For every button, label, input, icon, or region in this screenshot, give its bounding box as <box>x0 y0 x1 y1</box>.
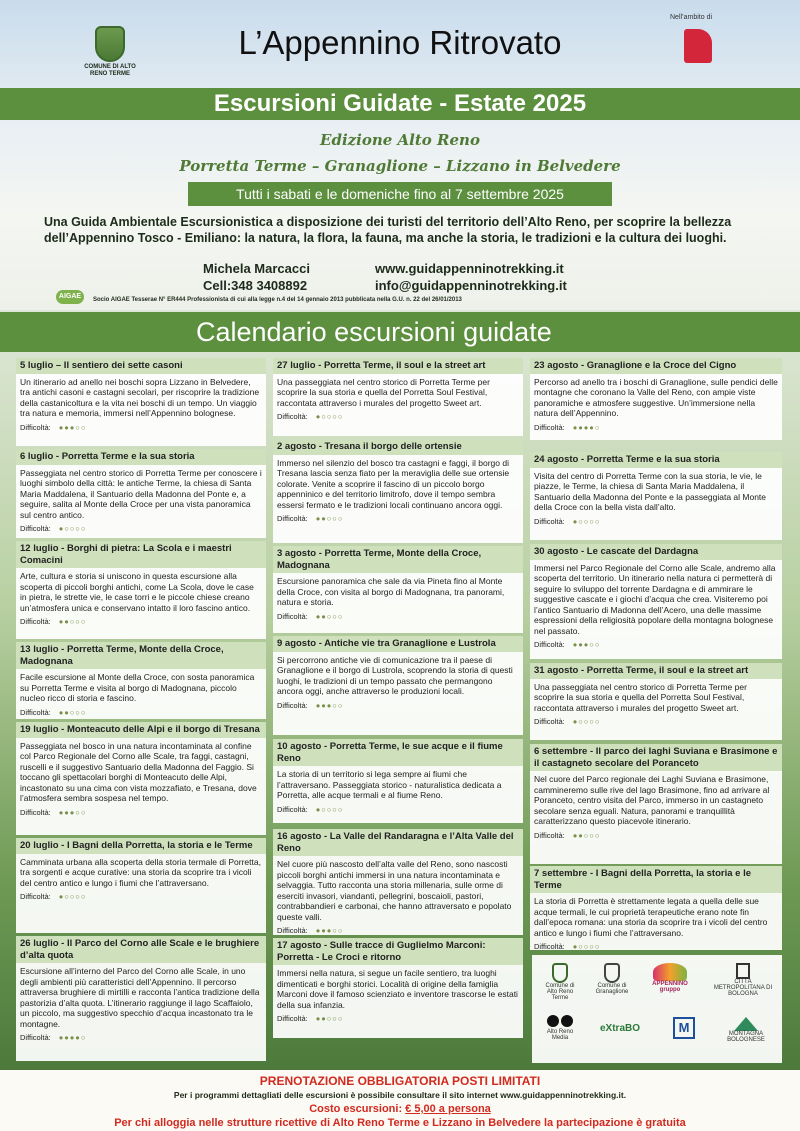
sponsor-8 <box>716 1017 776 1043</box>
contact-name: Michela Marcacci <box>203 261 310 276</box>
edition-label: Edizione Alto Reno <box>320 131 480 149</box>
difficulty-rating-icon: ●●●○○ <box>58 807 87 817</box>
excursion-difficulty <box>273 410 523 425</box>
excursion-difficulty <box>273 1012 523 1027</box>
difficulty-label: Difficoltà: <box>277 1014 308 1023</box>
difficulty-rating-icon: ●○○○○ <box>572 516 601 526</box>
excursion-difficulty <box>530 638 782 653</box>
difficulty-label: Difficoltà: <box>20 707 51 717</box>
excursion-difficulty <box>16 806 266 821</box>
sponsor-2 <box>592 963 632 995</box>
excursion-difficulty <box>273 803 523 818</box>
excursion-title: 23 agosto - Granaglione e la Croce del Cigno <box>530 358 782 374</box>
sponsor-1 <box>540 963 580 1001</box>
m-logo: M <box>673 1017 695 1039</box>
excursion-title: 20 luglio - I Bagni della Porretta, la storia e le Terme <box>16 838 266 854</box>
dots-logo <box>545 1015 575 1029</box>
nell-ambito-logo <box>670 14 740 63</box>
difficulty-rating-icon: ●○○○○ <box>572 942 601 951</box>
excursion-difficulty <box>16 421 266 436</box>
excursion-description: La storia di Porretta è strettamente legata a quella delle sue acque termali, le cui proprietà terapeutiche erano note fin dall’epoca romana: una storia da scoprire tra i vicoli del centro antico e lungo i fiumi che l’attraversano. <box>534 896 768 938</box>
excursion-title: 24 agosto - Porretta Terme e la sua storia <box>530 452 782 468</box>
excursion-title: 3 agosto - Porretta Terme, Monte della Croce, Madognana <box>273 546 523 573</box>
difficulty-label: Difficoltà: <box>20 617 51 626</box>
difficulty-rating-icon: ●○○○○ <box>315 412 344 421</box>
difficulty-label: Difficoltà: <box>534 422 565 432</box>
page-title: L’Appennino Ritrovato <box>238 24 562 61</box>
excursion-card <box>16 936 266 1061</box>
excursion-title: 16 agosto - La Valle del Randaragna e l’Alta Valle del Reno <box>273 829 523 856</box>
excursion-description: Arte, cultura e storia si uniscono in questa escursione alla scoperta di piccoli borghi antichi, come La Scola, dove le case in pietra, le strette vie, le case torri e le piccole chiese creano un’atmosfera unica e conservano intatto il loro fascino antico. <box>20 571 254 613</box>
difficulty-rating-icon: ●●○○○ <box>572 830 601 840</box>
excursion-title: 27 luglio - Porretta Terme, il soul e la street art <box>273 358 523 374</box>
towns-label: Porretta Terme – Granaglione – Lizzano in Belvedere <box>179 157 621 175</box>
excursion-title: 13 luglio - Porretta Terme, Monte della Croce, Madognana <box>16 642 266 669</box>
excursion-difficulty <box>273 610 523 625</box>
contact-email[interactable]: info@guidappenninotrekking.it <box>375 278 567 293</box>
difficulty-rating-icon: ●●●○○ <box>58 422 87 432</box>
comune-label: COMUNE DI ALTO RENO TERME <box>84 64 136 77</box>
excursion-description: Passeggiata nel bosco in una natura incontaminata al confine col Parco Regionale del Corno alle Scale, tra faggi, castagni, ruscelli e il suggestivo Santuario della Madonna del Faggio. Si toccano gli spettacolari borghi di Monteacuto delle Alpi, incastonato su una cima con vista mozzafiato, e Tresana, dove l’atmosfera sembra sospesa nel tempo. <box>20 740 257 803</box>
sponsor-name: Comune di Granaglione <box>595 983 629 995</box>
excursion-title: 31 agosto - Porretta Terme, il soul e la street art <box>530 663 782 679</box>
excursion-card <box>273 739 523 823</box>
excursion-title: 17 agosto - Sulle tracce di Guglielmo Marconi: Porretta - Le Croci e ritorno <box>273 938 523 965</box>
difficulty-label: Difficoltà: <box>534 942 565 951</box>
season-banner: Escursioni Guidate - Estate 2025 <box>0 88 800 120</box>
difficulty-rating-icon: ●●○○○ <box>58 707 87 717</box>
excursion-card <box>16 358 266 446</box>
excursion-description: Immersi nella natura, si segue un facile sentiero, tra luoghi dimenticati e borghi storici. Località di origine della famiglia Marconi dove il famoso scienziato e inventore trascorse le estati della sua infanzia. <box>277 968 518 1010</box>
cost-value: € 5,00 a persona <box>405 1103 491 1115</box>
difficulty-label: Difficoltà: <box>20 422 51 432</box>
excursion-description: Si percorrono antiche vie di comunicazione tra il paese di Granaglione e il borgo di Lustrola, scoprendo la storia di questi luoghi, le tradizioni di un tempo passato che permangono ancora oggi, anche attraverso le produzioni locali. <box>277 654 513 696</box>
cost-label: Costo escursioni: <box>309 1103 406 1115</box>
excursion-description: Escursione panoramica che sale da via Pineta fino al Monte della Croce, con visita al borgo di Madognana, tra panorami, natura e storia. <box>277 576 505 607</box>
sponsor-logos <box>532 955 782 1063</box>
aigae-logo: AIGAE <box>56 290 84 304</box>
sponsor-name: APPENNINO gruppo <box>652 981 688 993</box>
excursion-difficulty <box>16 615 266 630</box>
excursion-title: 26 luglio - Il Parco del Corno alle Scale e le brughiere d’alta quota <box>16 936 266 963</box>
excursion-description: Una passeggiata nel centro storico di Porretta Terme per scoprire la sua storia e quella del Porretta Soul Festival, raccontata attraverso i murales del progetto Sweet art. <box>534 681 747 713</box>
difficulty-label: Difficoltà: <box>277 926 308 935</box>
excursion-title: 5 luglio – Il sentiero dei sette casoni <box>16 358 266 374</box>
difficulty-rating-icon: ●○○○○ <box>58 524 87 533</box>
excursion-difficulty <box>530 829 782 844</box>
excursion-description: Immerso nel silenzio del bosco tra castagni e faggi, il borgo di Tresana lascia senza fiato per la meraviglia delle sue ortensie colorate. Venite a scoprire il fascino di un piccolo borgo appenninico e del territorio limitrofo, dove il tempo sembra essersi fermato e le tradizioni locali continuano ancora oggi. <box>277 457 510 510</box>
excursion-card <box>530 663 782 740</box>
excursion-card <box>530 358 782 440</box>
difficulty-rating-icon: ●●●○○ <box>315 700 344 710</box>
excursion-card <box>530 866 782 950</box>
difficulty-label: Difficoltà: <box>277 611 308 621</box>
excursion-card <box>16 541 266 639</box>
difficulty-rating-icon: ●○○○○ <box>572 717 601 726</box>
sponsor-name: Alto Reno Media <box>546 1029 574 1041</box>
excursion-description: Nel cuore del Parco regionale dei Laghi Suviana e Brasimone, cammineremo sulle rive del lago Brasimone, fino ad arrivare al Poranceto, centro visita del Parco, immerso in un castagneto secolare senza eguali. Natura, panorami e tranquillità caratterizzano questo piacevole itinerario. <box>534 774 770 826</box>
excursion-difficulty <box>16 522 266 537</box>
excursion-difficulty <box>273 512 523 527</box>
sponsor-4 <box>712 963 774 997</box>
difficulty-label: Difficoltà: <box>534 640 565 649</box>
excursion-card <box>273 358 523 436</box>
excursion-difficulty <box>273 699 523 714</box>
booking-notice: PRENOTAZIONE OBBLIGATORIA POSTI LIMITATI <box>259 1074 541 1088</box>
excursion-difficulty <box>16 890 266 905</box>
excursion-card <box>273 938 523 1038</box>
free-participation-notice: Per chi alloggia nelle strutture ricettive di Alto Reno Terme e Lizzano in Belvedere la partecipazione è gratuita <box>114 1117 686 1129</box>
excursion-card <box>530 452 782 540</box>
difficulty-rating-icon: ●●●●○ <box>58 1033 87 1042</box>
nell-ambito-label: Nell’ambito di <box>670 14 713 21</box>
excursion-card <box>530 544 782 659</box>
sponsor-7 <box>670 1017 698 1039</box>
excursion-title: 9 agosto - Antiche vie tra Granaglione e Lustrola <box>273 636 523 652</box>
difficulty-label: Difficoltà: <box>277 700 308 710</box>
excursion-card <box>273 439 523 543</box>
excursion-description: Escursione all’interno del Parco del Corno alle Scale, in uno degli ambienti più caratteristici dell’Appennino. Il percorso attraversa brughiere di mirtilli e racconta l’antica tradizione della pastorizia d’alta quota. L’itinerario raggiunge il lago Scaffaiolo, un piccolo, ma suggestivo specchio d’acqua incastonato tra le montagne. <box>20 966 260 1029</box>
excursion-description: Percorso ad anello tra i boschi di Granaglione, sulle pendici delle montagne che coronano la Valle del Reno, con ampie viste panoramiche e atmosfere suggestive. Un’immersione nella natura dell’Appennino. <box>534 376 778 418</box>
excursion-difficulty <box>530 515 782 530</box>
excursion-difficulty <box>530 940 782 955</box>
excursion-title: 2 agosto - Tresana il borgo delle ortensie <box>273 439 523 455</box>
excursion-description: La storia di un territorio si lega sempre ai fiumi che l’attraversano. Passeggiata storico - naturalistica dedicata a Porretta, alle acque termali e al fiume Reno. <box>277 769 502 800</box>
calendar-title: Calendario escursioni guidate <box>0 312 800 352</box>
difficulty-rating-icon: ●○○○○ <box>315 804 344 814</box>
excursion-difficulty <box>530 421 782 436</box>
difficulty-rating-icon: ●●●●○ <box>572 422 601 432</box>
difficulty-label: Difficoltà: <box>20 807 51 817</box>
difficulty-rating-icon: ●●○○○ <box>315 611 344 621</box>
difficulty-label: Difficoltà: <box>20 524 51 533</box>
contact-web <box>375 260 567 294</box>
socio-text: Socio AIGAE Tesserae N° ER444 Professionista di cui alla legge n.4 del 14 gennaio 2013 pubblicata nella G.U. n. 22 del 26/01/2013 <box>93 297 462 303</box>
contact-phone: Cell:348 3408892 <box>203 278 308 293</box>
difficulty-label: Difficoltà: <box>20 892 51 901</box>
excursion-card <box>16 449 266 538</box>
excursion-card <box>273 546 523 633</box>
excursion-description: Camminata urbana alla scoperta della storia termale di Porretta, tra sorgenti e acque curative: una storia da scoprire tra i vicoli del centro antico e lungo i fiumi che l’attraversano. <box>20 856 261 888</box>
sponsor-3 <box>644 963 696 993</box>
excursion-card <box>16 838 266 933</box>
metro-logo <box>736 963 750 979</box>
mountain-logo <box>734 1017 758 1031</box>
difficulty-rating-icon: ●●●○○ <box>572 640 601 649</box>
excursion-title: 12 luglio - Borghi di pietra: La Scola e i maestri Comacini <box>16 541 266 568</box>
excursion-card <box>273 636 523 735</box>
difficulty-rating-icon: ●●○○○ <box>315 514 344 523</box>
difficulty-label: Difficoltà: <box>534 830 565 840</box>
excursion-description: Passeggiata nel centro storico di Porretta Terme per conoscere i luoghi simbolo della città: le antiche Terme, la chiesa di Santa Maria Maddalena, il Santuario della Madonna del Ponte e, a seguire, salita al Monte della Croce per una vista panoramica sul centro antico. <box>20 467 262 520</box>
difficulty-rating-icon: ●●○○○ <box>315 1014 344 1023</box>
excursion-difficulty <box>16 1031 266 1046</box>
excursion-title: 6 settembre - Il parco dei laghi Suviana e Brasimone e il castagneto secolare del Poranceto <box>530 744 782 771</box>
difficulty-rating-icon: ●●○○○ <box>58 617 87 626</box>
excursion-card <box>16 642 266 719</box>
excursion-title: 10 agosto - Porretta Terme, le sue acque e il fiume Reno <box>273 739 523 766</box>
dates-bar: Tutti i sabati e le domeniche fino al 7 settembre 2025 <box>188 182 612 206</box>
excursion-card <box>530 744 782 864</box>
difficulty-label: Difficoltà: <box>277 412 308 421</box>
excursion-title: 7 settembre - I Bagni della Porretta, la storia e le Terme <box>530 866 782 893</box>
extrabo-logo: eXtraBO <box>599 1023 640 1034</box>
intro-text: Una Guida Ambientale Escursionistica a disposizione dei turisti del territorio dell’Alto Reno, per scoprire la bellezza dell’Appennino Tosco - Emiliano: la natura, la flora, la fauna, ma anche la storia, le tradizioni e la cultura dei luoghi. <box>44 215 732 245</box>
footer <box>0 1070 800 1131</box>
excursion-description: Una passeggiata nel centro storico di Porretta Terme per scoprire la sua storia e quella del Porretta Soul Festival, raccontata attraverso i murales del progetto Sweet art. <box>277 376 490 408</box>
excursion-description: Nel cuore più nascosto dell’alta valle del Reno, sono nascosti piccoli borghi antichi immersi in una natura incontaminata e selvaggia. Tutto racconta una storia millenaria, sulle orme di eserciti invasori, viandanti, pellegrini, boscaioli, pastori, contrabbandieri e carbonai, che hanno attraversato e popolato queste valli. <box>277 859 512 922</box>
difficulty-label: Difficoltà: <box>277 514 308 523</box>
excursion-title: 6 luglio - Porretta Terme e la sua storia <box>16 449 266 465</box>
difficulty-label: Difficoltà: <box>277 804 308 814</box>
difficulty-rating-icon: ●●●○○ <box>315 926 344 935</box>
excursion-title: 19 luglio - Monteacuto delle Alpi e il borgo di Tresana <box>16 722 266 738</box>
excursion-description: Un itinerario ad anello nei boschi sopra Lizzano in Belvedere, tra antichi casoni e castagni secolari, per riscoprire la tradizione della castanicoltura e la vita nei boschi di un tempo. Un viaggio tra natura e memoria, immersi nell’Appennino bolognese. <box>20 376 260 418</box>
appennino-logo <box>653 963 687 981</box>
sponsor-6 <box>594 1023 646 1034</box>
sponsor-name: CITTÀ METROPOLITANA DI BOLOGNA <box>713 979 773 997</box>
excursion-card <box>273 829 523 935</box>
excursion-description: Visita del centro di Porretta Terme con la sua storia, le vie, le piazze, le Terme, la chiesa di Santa Maria Maddalena, il Santuario della Madonna del Ponte e la passeggiata al Monte della Croce con la bella vista dall’alto. <box>534 470 767 512</box>
excursion-description: Immersi nel Parco Regionale del Corno alle Scale, andremo alla scoperta del territorio. Un itinerario nella natura ci permetterà di seguire lo sviluppo del torrente Dardagna e di ammirare le suggestive cascate e i giochi d’acqua che crea. Visiteremo poi l’antico Santuario di Madonna dell’Acero, una delle massime espressioni della religiosità popolare della montagna bolognese nel passato. <box>534 562 776 636</box>
excursion-description: Facile escursione al Monte della Croce, con sosta panoramica su Porretta Terme e visita al borgo di Madognana, piccolo nucleo ricco di storia e fascino. <box>20 672 255 703</box>
excursion-difficulty <box>530 715 782 730</box>
cost-line <box>0 1103 800 1115</box>
crest-icon <box>604 963 620 983</box>
crest-icon <box>552 963 568 983</box>
sponsor-name: MONTAGNA BOLOGNESE <box>727 1031 765 1043</box>
sponsor-5 <box>538 1015 582 1041</box>
website-notice: Per i programmi dettagliati delle escursioni è possibile consultare il sito internet www.guidappenninotrekking.it. <box>173 1090 627 1100</box>
contact-person <box>203 260 310 294</box>
difficulty-rating-icon: ●○○○○ <box>58 892 87 901</box>
difficulty-label: Difficoltà: <box>534 516 565 526</box>
difficulty-label: Difficoltà: <box>20 1033 51 1042</box>
excursion-title: 30 agosto - Le cascate del Dardagna <box>530 544 782 560</box>
difficulty-label: Difficoltà: <box>534 717 565 726</box>
brand-icon <box>684 29 712 63</box>
sponsor-name: Comune di Alto Reno Terme <box>545 983 575 1001</box>
excursion-difficulty <box>273 924 523 939</box>
contact-website[interactable]: www.guidappenninotrekking.it <box>375 261 564 276</box>
excursion-card <box>16 722 266 835</box>
excursion-difficulty <box>16 706 266 721</box>
